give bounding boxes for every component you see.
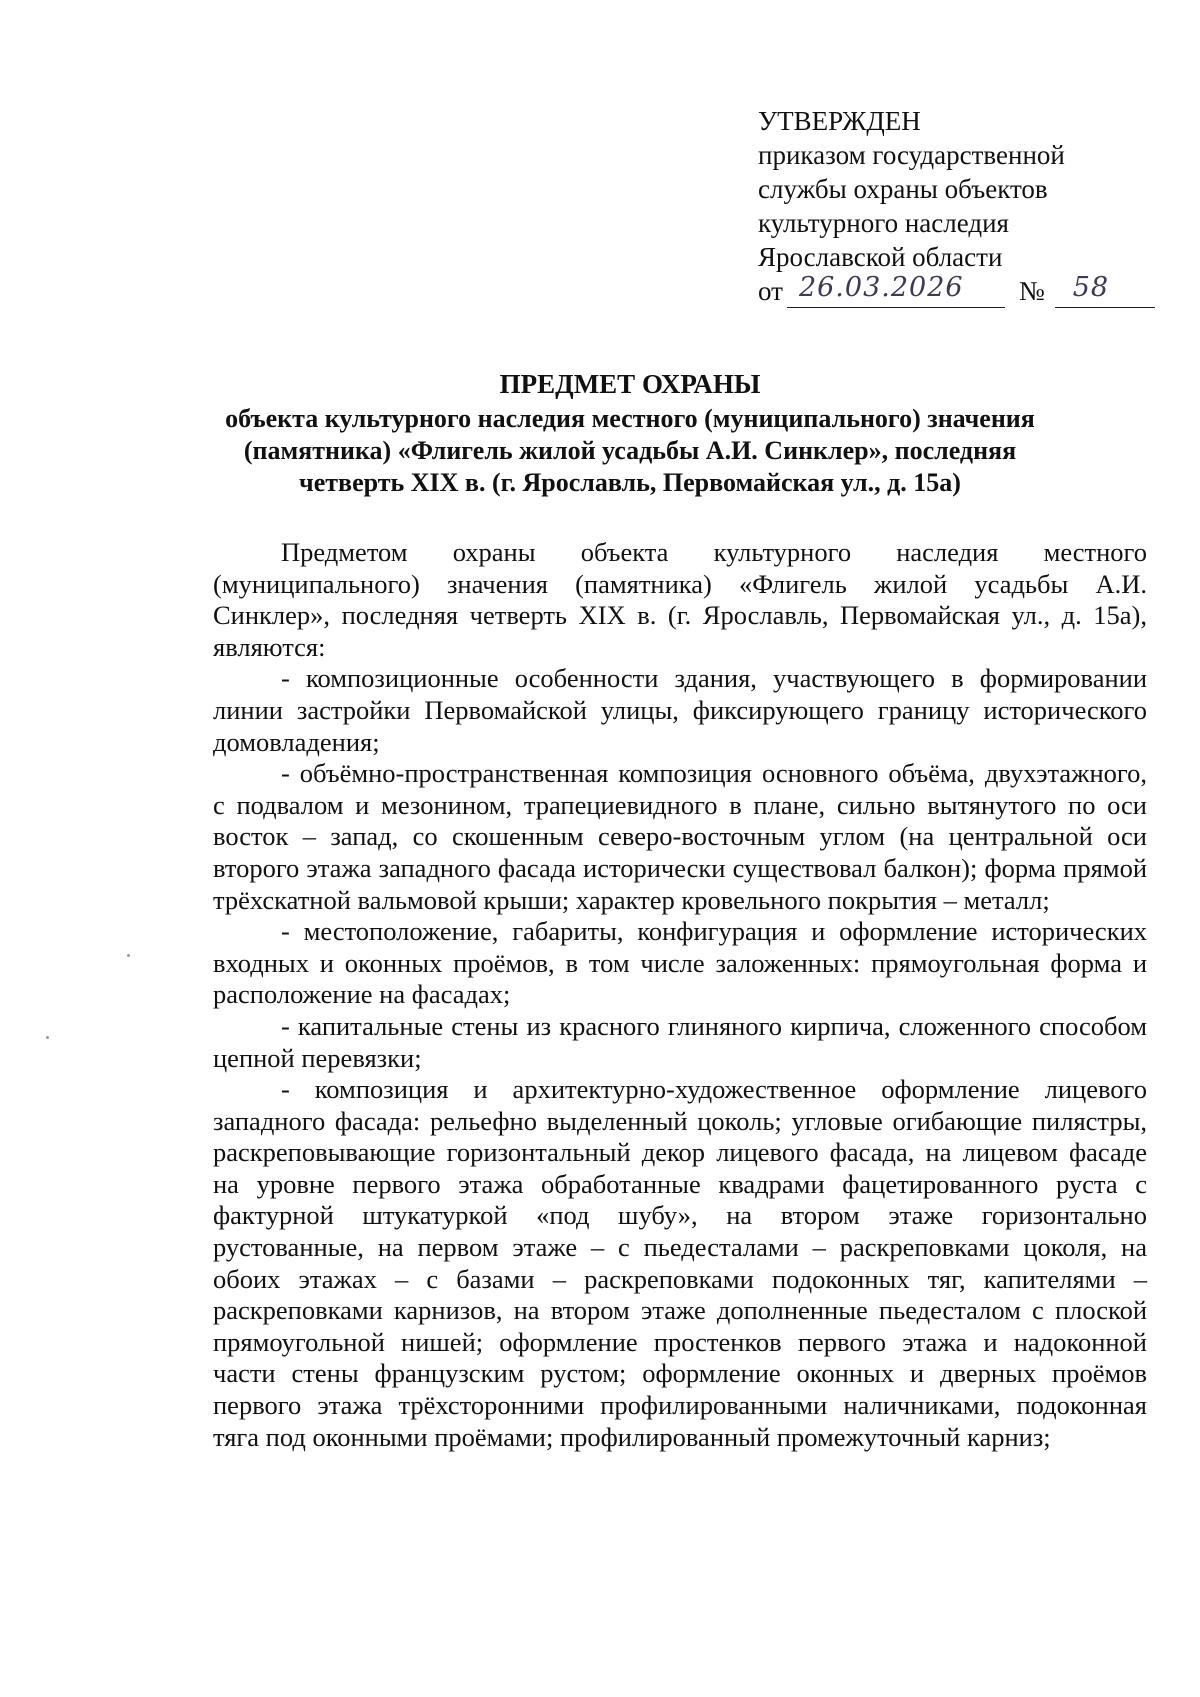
list-item: - композиционные особенности здания, участвующего в формировании линии застройки Первомайской улицы, фиксирующего границу исторического домовладения; (213, 663, 1147, 757)
list-item: - объёмно-пространственная композиция основного объёма, двухэтажного, с подвалом и мезонином, трапециевидного в плане, сильно вытянутого по оси восток – запад, со скошенным северо-восточным углом (на центральной оси второго этажа западного фасада исторически существовал балкон); форма прямой трёхскатной вальмовой крыши; характер кровельного покрытия – металл; (213, 758, 1147, 915)
title-subtitle-line: (памятника) «Флигель жилой усадьбы А.И. Синклер», последняя (243, 436, 1017, 465)
approval-date-row (758, 274, 1158, 308)
date-field (787, 272, 1005, 308)
date-prefix: от (758, 276, 783, 306)
approval-line: Ярославской области (758, 242, 1003, 272)
title-subtitle-line: объекта культурного наследия местного (муниципального) значения (225, 404, 1035, 433)
intro-paragraph: Предметом охраны объекта культурного наследия местного (муниципального) значения (памятника) «Флигель жилой усадьбы А.И. Синклер», последняя четверть XIX в. (г. Ярославль, Первомайская ул., д. 15а), являются: (213, 537, 1147, 662)
handwritten-date: 26.03.2026 (798, 272, 964, 303)
document-body (213, 537, 1147, 1453)
list-item: - местоположение, габариты, конфигурация и оформление исторических входных и оконных проёмов, в том числе заложенных: прямоугольная форма и расположение на фасадах; (213, 916, 1147, 1010)
handwritten-number: 58 (1072, 272, 1110, 303)
title-main: ПРЕДМЕТ ОХРАНЫ (499, 369, 761, 399)
approval-line: культурного наследия (758, 208, 1009, 238)
number-field (1055, 272, 1155, 308)
scan-speck (127, 954, 130, 957)
number-prefix: № (1018, 276, 1045, 306)
approval-line: приказом государственной (758, 140, 1065, 170)
title-subtitle-line: четверть XIX в. (г. Ярославль, Первомайская ул., д. 15а) (299, 468, 961, 497)
approval-heading: УТВЕРЖДЕН (758, 106, 921, 136)
list-item: - композиция и архитектурно-художественное оформление лицевого западного фасада: рельефно выделенный цоколь; угловые огибающие пилястры, раскреповывающие горизонтальный декор лицевого фасада, на лицевом фасаде на уровне первого этажа обработанные квадрами фацетированного руста с фактурной штукатуркой «под шубу», на втором этаже горизонтально рустованные, на первом этаже – с пьедесталами – раскреповками цоколя, на обоих этажах – с базами – раскреповками подоконных тяг, капителями – раскреповками карнизов, на втором этаже дополненные пьедесталом с плоской прямоугольной нишей; оформление простенков первого этажа и надоконной части стены французским рустом; оформление оконных и дверных проёмов первого этажа трёхсторонними профилированными наличниками, подоконная тяга под оконными проёмами; профилированный промежуточный карниз; (213, 1074, 1147, 1452)
document-title (200, 368, 1060, 499)
approval-line: службы охраны объектов (758, 174, 1048, 204)
scan-speck (46, 1036, 49, 1039)
list-item: - капитальные стены из красного глиняного кирпича, сложенного способом цепной перевязки; (213, 1010, 1147, 1073)
approval-block (758, 104, 1158, 308)
